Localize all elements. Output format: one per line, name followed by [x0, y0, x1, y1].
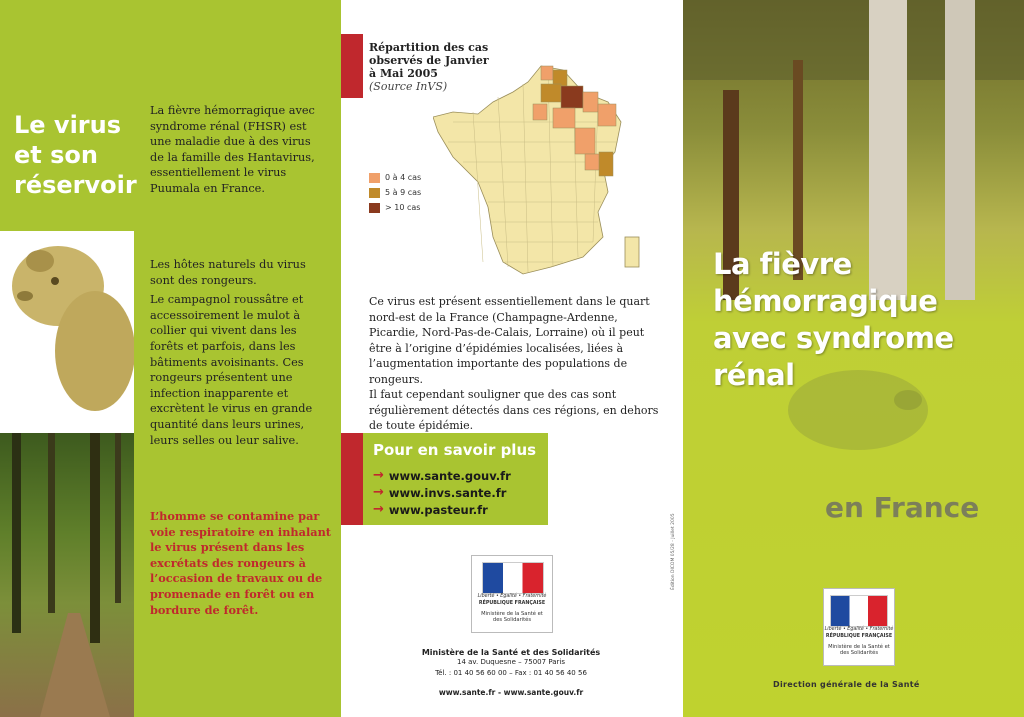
brochure-subtitle: en France — [825, 491, 980, 524]
map-cell-low — [583, 92, 598, 112]
ministry-contact: Ministère de la Santé et des Solidarités 14 av. Duquesne – 75007 Paris Tél. : 01 40 56 60 00 – Fax : 01 40 56 40 56 www.sante.fr - www.sante.gouv.fr — [381, 648, 641, 697]
map-title-bar — [341, 34, 363, 98]
map-legend — [369, 170, 421, 215]
republique-logo: Liberté • Égalité • Fraternité RÉPUBLIQUE FRANÇAISE Ministère de la Santé et des Solidarités — [471, 555, 553, 633]
brochure-title: La fièvre hémorragique avec syndrome rénal — [713, 247, 954, 392]
arrow-right-icon: → — [373, 485, 384, 500]
map-source: (Source InVS) — [369, 80, 448, 93]
arrow-right-icon: → — [373, 468, 384, 483]
map-cell-low — [585, 154, 599, 170]
map-corsica — [625, 237, 639, 267]
print-reference: Édition DICOM 05/28 - Juillet 2005 — [671, 513, 676, 590]
legend-swatch — [369, 173, 380, 183]
distribution-text: Ce virus est présent essentiellement dans le quart nord-est de la France (Champagne-Ardenne, Picardie, Nord-Pas-de-Calais, Lorraine) où il peut être à l’origine d’épidémies localisées, liées à l’augmentation importante des populations de rongeurs. Il faut cependant souligner que des cas sont régulièrement détectés dans ces régions, en dehors de toute épidémie. — [369, 295, 659, 432]
marianne-icon — [830, 595, 888, 627]
map-cell-low — [575, 128, 595, 154]
section-title: Le virus et son réservoir — [14, 111, 137, 199]
arrow-right-icon: → — [373, 502, 384, 517]
contamination-text: L’homme se contamine par voie respiratoire en inhalant le virus présent dans les excrétats des rongeurs à l’occasion de travaux ou de promenade en forêt ou en bordure de forêt. — [150, 509, 332, 617]
map-cell-low — [598, 104, 616, 126]
map-cell-low — [553, 108, 575, 128]
map-cell-mid — [553, 70, 567, 86]
legend-item-mid: 5 à 9 cas — [369, 185, 421, 200]
hosts-text: Les hôtes naturels du virus sont des rongeurs. Le campagnol roussâtre et accessoirement le mulot à collier qui vivent dans les forêts et parfois, dans les bâtiments avoisinants. Ces rongeurs présentent une infection inapparente et excrètent le virus en grande quantité dans leurs urines, leurs selles ou leur salive. — [150, 258, 313, 447]
map-title: Répartition des cas observés de Janvier à Mai 2005 (Source InVS) — [369, 41, 489, 93]
forest-path-photo — [0, 433, 134, 717]
rodent-illustration — [0, 231, 134, 433]
link-invs[interactable]: → www.invs.sante.fr — [373, 485, 507, 500]
legend-item-low: 0 à 4 cas — [369, 170, 421, 185]
marianne-icon — [482, 562, 544, 594]
france-cases-map — [433, 62, 653, 287]
middle-panel — [341, 0, 683, 717]
map-cell-low — [541, 66, 553, 80]
map-cell-high — [561, 86, 583, 108]
link-sante[interactable]: → www.sante.gouv.fr — [373, 468, 511, 483]
directorate-label: Direction générale de la Santé — [773, 680, 920, 689]
more-info-title: Pour en savoir plus — [373, 441, 537, 459]
links-list — [373, 467, 511, 518]
intro-text: La fièvre hémorragique avec syndrome rénal (FHSR) est une maladie due à des virus de la famille des Hantavirus, essentiellement le virus Puumala en France. — [150, 104, 315, 195]
legend-swatch — [369, 203, 380, 213]
legend-swatch — [369, 188, 380, 198]
link-pasteur[interactable]: → www.pasteur.fr — [373, 502, 488, 517]
map-cell-mid — [541, 84, 561, 102]
right-panel — [683, 0, 1024, 717]
websites[interactable]: www.sante.fr - www.sante.gouv.fr — [438, 688, 584, 697]
map-cell-mid — [599, 152, 613, 176]
legend-item-high: > 10 cas — [369, 200, 421, 215]
more-info-bar — [341, 433, 363, 525]
left-panel — [0, 0, 341, 717]
map-cell-low — [533, 104, 547, 120]
republique-logo: Liberté • Égalité • Fraternité RÉPUBLIQUE FRANÇAISE Ministère de la Santé et des Solidarités — [823, 588, 895, 666]
more-info-box — [363, 433, 548, 525]
